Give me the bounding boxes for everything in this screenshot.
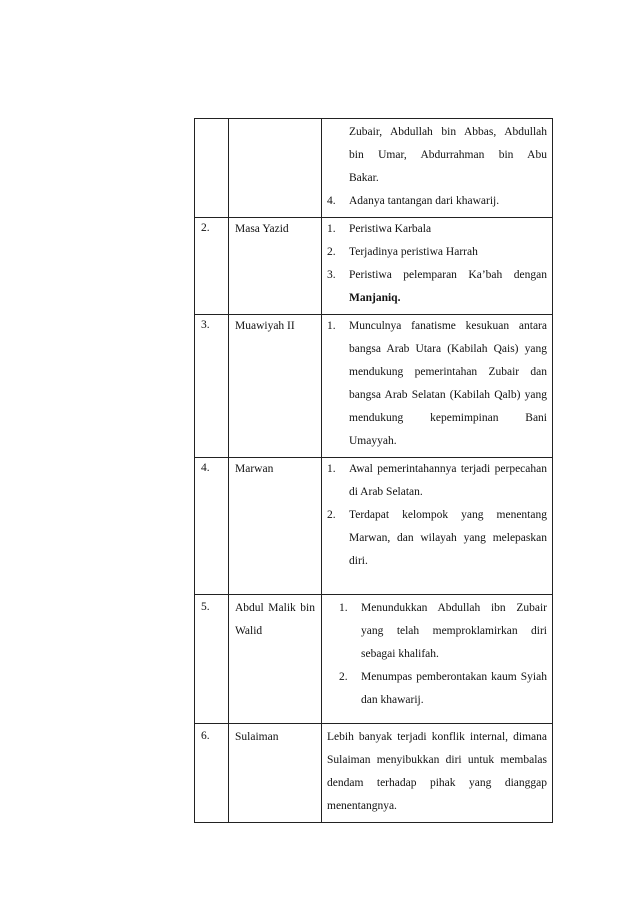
events-table: [194, 118, 553, 823]
table-row: [195, 458, 553, 595]
table-row: [195, 595, 553, 724]
list-item: 1. Menundukkan Abdullah ibn Zubair yang telah memproklamirkan diri sebagai khalifah.: [339, 602, 547, 660]
events-cell: [322, 595, 553, 724]
list-item: 1. Peristiwa Karbala: [327, 223, 432, 235]
list-item: 4. Adanya tantangan dari khawarij.: [327, 195, 500, 207]
table-row: [195, 218, 553, 315]
list-item: 2. Terjadinya peristiwa Harrah: [327, 246, 478, 258]
row-number: 4.: [195, 458, 229, 595]
events-cell: [322, 315, 553, 458]
event-paragraph: Lebih banyak terjadi konflik internal, dimana Sulaiman menyibukkan diri untuk membalas dendam terhadap pihak yang dianggap menentangnya.: [327, 731, 547, 812]
list-item: 3. Peristiwa pelemparan Ka’bah dengan Manjaniq.: [327, 269, 547, 304]
ruler-name: Masa Yazid: [229, 218, 322, 315]
ruler-name: [229, 119, 322, 218]
ruler-name: Abdul Malik bin Walid: [229, 595, 322, 724]
events-cell: [322, 119, 553, 218]
row-number: 6.: [195, 724, 229, 823]
events-cell: [322, 724, 553, 823]
row-number: [195, 119, 229, 218]
list-item: 2. Terdapat kelompok yang menentang Marwan, dan wilayah yang melepaskan diri.: [327, 509, 547, 567]
ruler-name: Sulaiman: [229, 724, 322, 823]
table-row: [195, 119, 553, 218]
ruler-name: Marwan: [229, 458, 322, 595]
list-item: 1. Munculnya fanatisme kesukuan antara bangsa Arab Utara (Kabilah Qais) yang mendukung pemerintahan Zubair dan bangsa Arab Selatan (Kabilah Qalb) yang mendukung kepemimpinan Bani Umayyah.: [327, 320, 547, 447]
table-row: [195, 315, 553, 458]
events-cell: [322, 218, 553, 315]
list-item-continuation: Zubair, Abdullah bin Abbas, Abdullah bin Umar, Abdurrahman bin Abu Bakar.: [349, 126, 547, 184]
list-item: 2. Menumpas pemberontakan kaum Syiah dan khawarij.: [339, 671, 547, 706]
table-row: [195, 724, 553, 823]
ruler-name: Muawiyah II: [229, 315, 322, 458]
events-cell: [322, 458, 553, 595]
row-number: 5.: [195, 595, 229, 724]
row-number: 3.: [195, 315, 229, 458]
list-item: 1. Awal pemerintahannya terjadi perpecahan di Arab Selatan.: [327, 463, 547, 498]
row-number: 2.: [195, 218, 229, 315]
